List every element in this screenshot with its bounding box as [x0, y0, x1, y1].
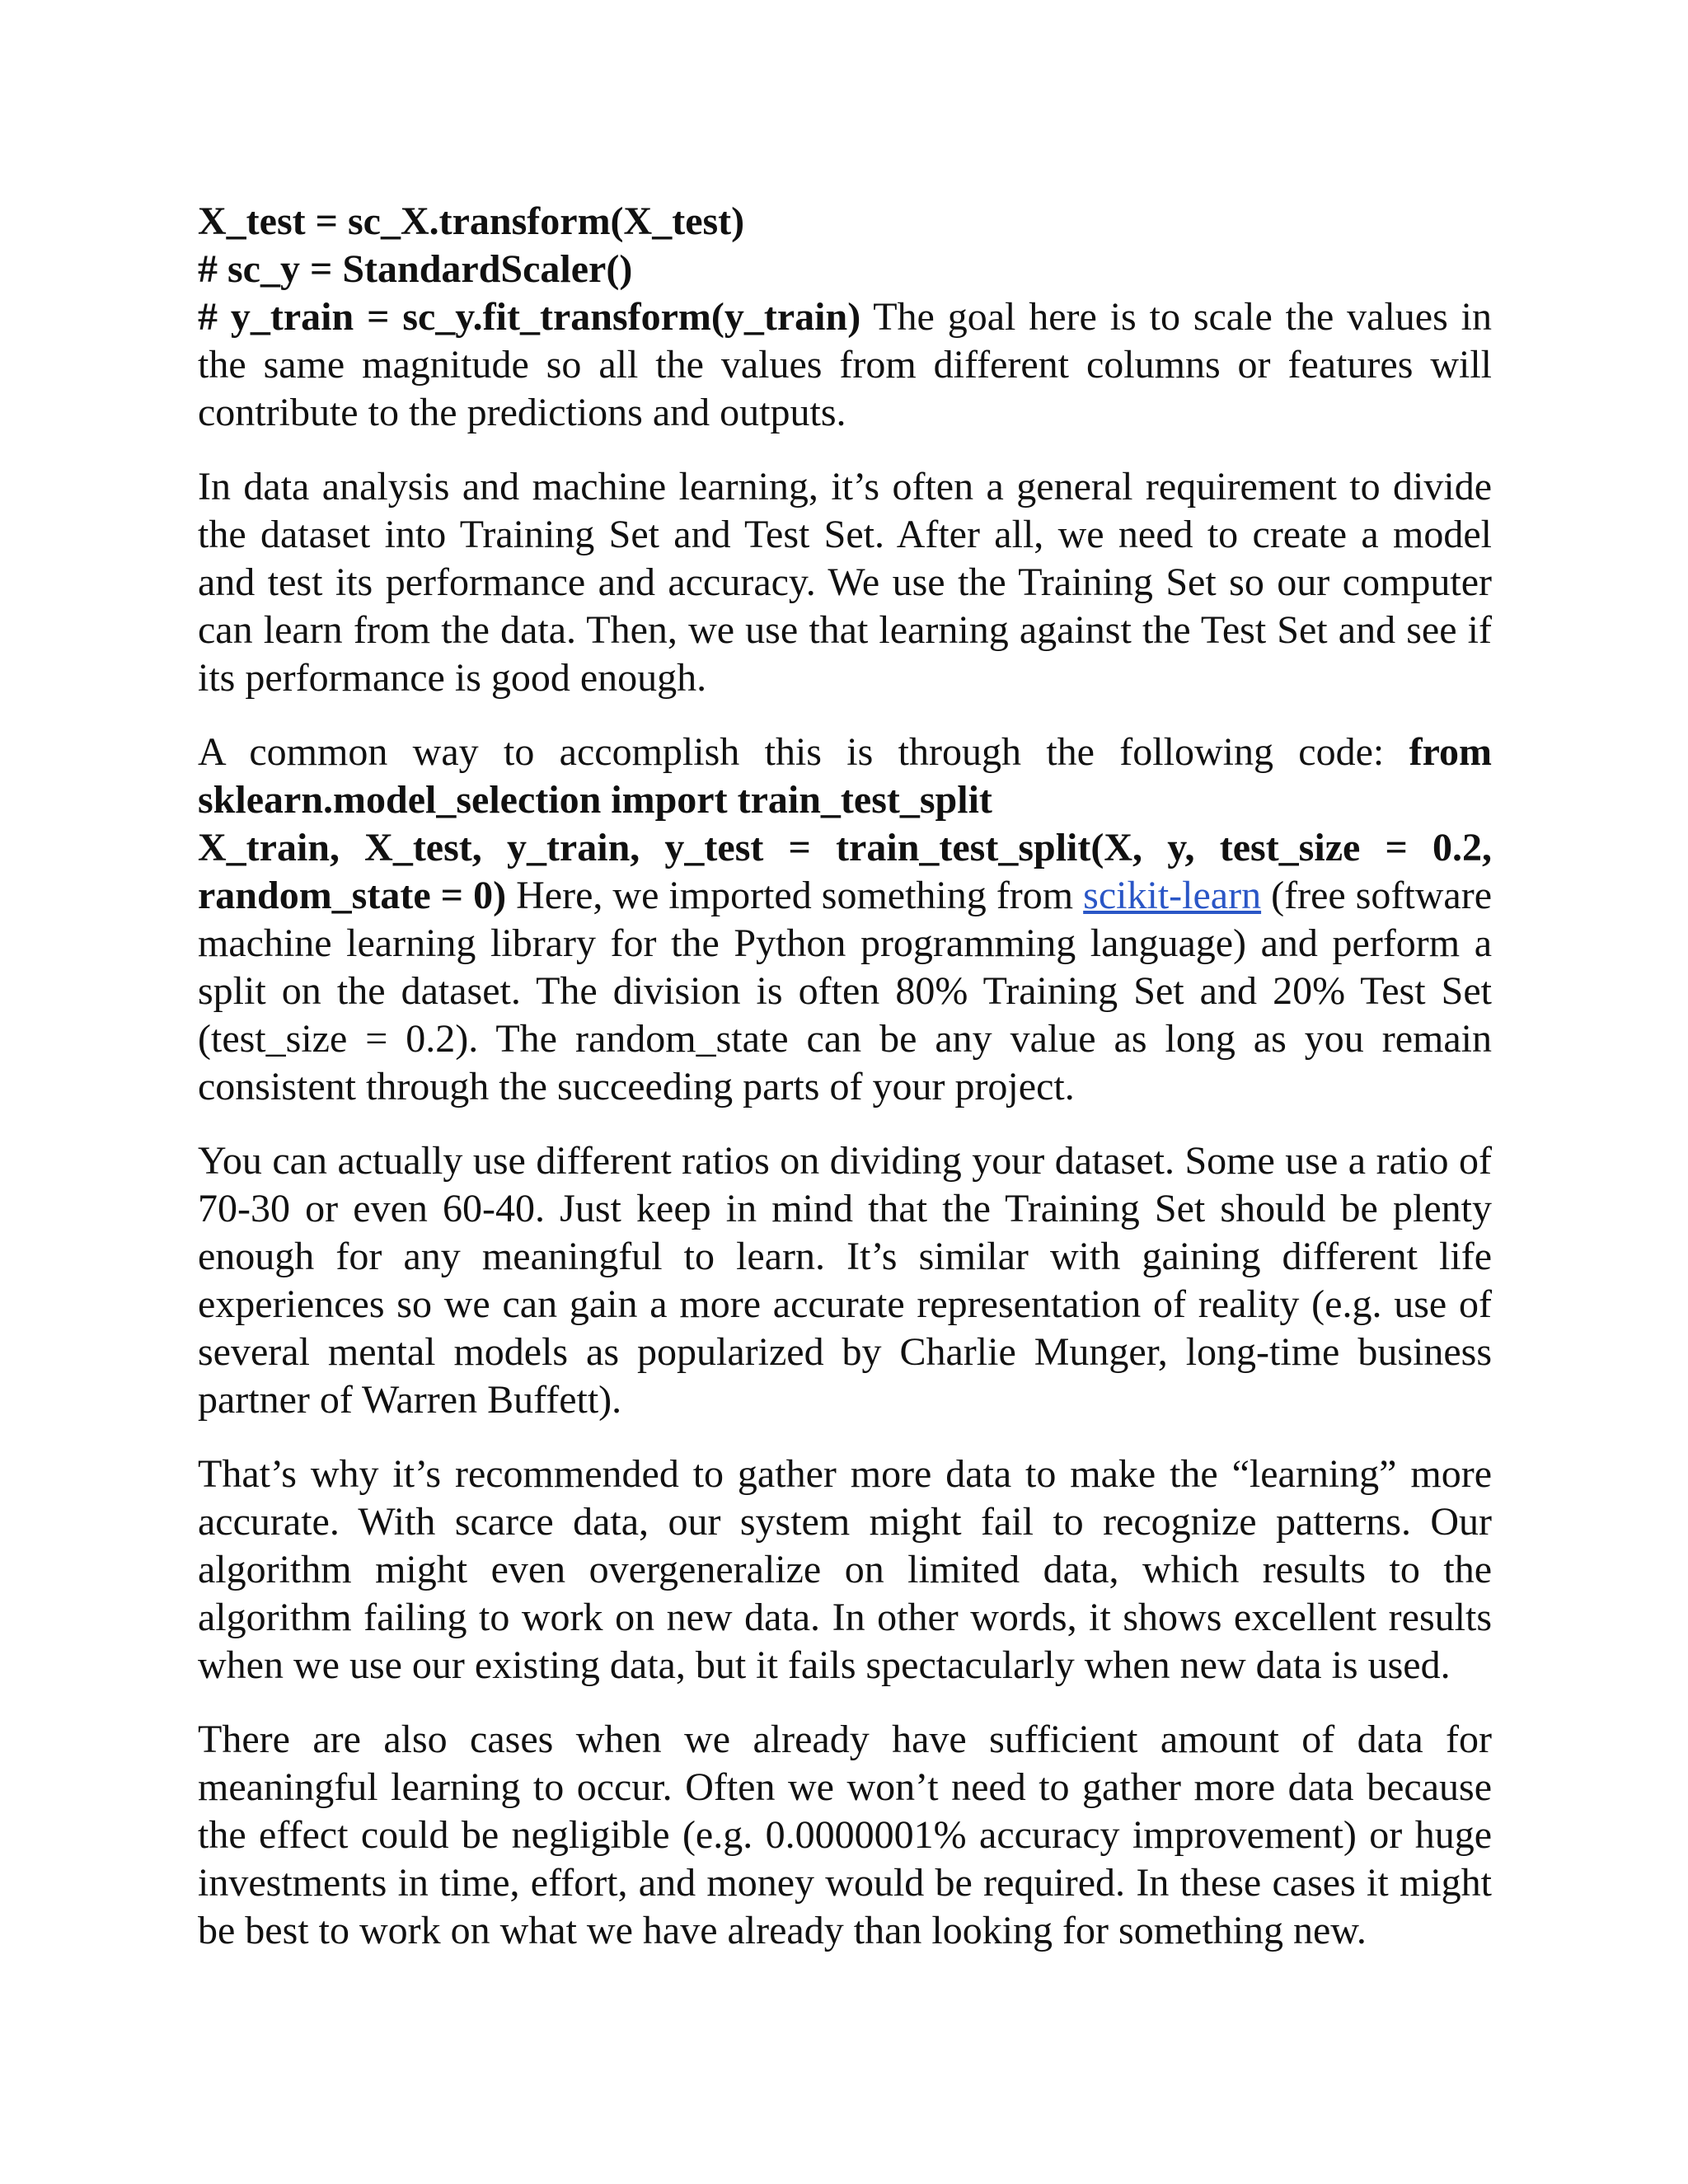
paragraph-text: The goal here is to scale the values in the same magnitude so all the values from different columns or features will contribute to the predictions and outputs. — [198, 295, 1492, 434]
paragraph-scaling — [198, 198, 1492, 437]
paragraph-text: Here, we imported something from — [506, 874, 1084, 917]
paragraph-text: A common way to accomplish this is through the following code: — [198, 730, 1409, 774]
paragraph-train-test-split: In data analysis and machine learning, it’s often a general requirement to divide the dataset into Training Set and Test Set. After all, we need to create a model and test its performance and accuracy. We use the Training Set so our computer can learn from the data. Then, we use that learning against the Test Set and see if its performance is good enough. — [198, 465, 1492, 700]
code-line-standard-scaler: # sc_y = StandardScaler() — [198, 247, 633, 291]
code-line-import: from sklearn.model_selection import train_test_split — [198, 730, 1492, 822]
paragraph-code-example — [198, 729, 1492, 1111]
code-line-train-test-split: X_train, X_test, y_train, y_test = train_test_split(X, y, test_size = 0.2, random_state = 0) — [198, 826, 1492, 917]
paragraph-text: (free software machine learning library for the Python programming language) and perform a split on the dataset. The division is often 80% Training Set and 20% Test Set (test_size = 0.2). The random_state can be any value as long as you remain consistent through the succeeding parts of your project. — [198, 874, 1492, 1108]
paragraph-ratios: You can actually use different ratios on dividing your dataset. Some use a ratio of 70-30 or even 60-40. Just keep in mind that the Training Set should be plenty enough for any meaningful to learn. It’s similar with gaining different life experiences so we can gain a more accurate representation of reality (e.g. use of several mental models as popularized by Charlie Munger, long-time business partner of Warren Buffett). — [198, 1139, 1492, 1422]
paragraph-sufficient-data: There are also cases when we already have sufficient amount of data for meaningful learning to occur. Often we won’t need to gather more data because the effect could be negligible (e.g. 0.0000001% accuracy improvement) or huge investments in time, effort, and money would be required. In these cases it might be best to work on what we have already than looking for something new. — [198, 1718, 1492, 1952]
code-line-fit-transform: # y_train = sc_y.fit_transform(y_train) — [198, 295, 861, 339]
paragraph-more-data: That’s why it’s recommended to gather more data to make the “learning” more accurate. With scarce data, our system might fail to recognize patterns. Our algorithm might even overgeneralize on limited data, which results to the algorithm failing to work on new data. In other words, it shows excellent results when we use our existing data, but it fails spectacularly when new data is used. — [198, 1452, 1492, 1687]
document-page — [198, 198, 1492, 1981]
code-line-transform-x-test: X_test = sc_X.transform(X_test) — [198, 199, 745, 243]
scikit-learn-link[interactable]: scikit-learn — [1083, 874, 1262, 917]
